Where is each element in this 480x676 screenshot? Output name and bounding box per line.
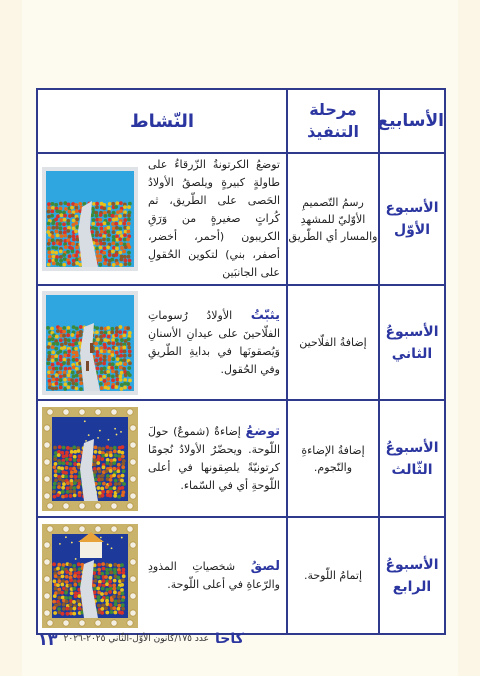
table-row — [37, 285, 445, 400]
activity-cell — [37, 400, 287, 517]
craft-photo-week1 — [42, 167, 138, 271]
activity-text: توضعُ إضاءةٌ (شموعٌ) حولَ اللّوحة. ويحضّرُ الأولادُ نُجومًا كرتونيّةً يلصِقونها في أعلى اللّوحةِ أي في السّماء. — [148, 423, 280, 492]
page-number: ١٣ — [38, 629, 58, 649]
activity-lead: توضعُ — [245, 423, 280, 439]
table-header-row — [37, 89, 445, 153]
stage-cell: إضافةُ الإضاءةِ والنّجوم. — [287, 400, 379, 517]
table-row — [37, 153, 445, 285]
stage-cell: إضافةُ الفلّاحين — [287, 285, 379, 400]
header-weeks: الأسابيع — [379, 89, 445, 153]
activity-text: لصقُ شخصياتِ المذودِ والرّعاةِ في أعلى اللّوحة. — [148, 558, 280, 591]
table-row — [37, 400, 445, 517]
header-stage: مرحلة التنفيذ — [287, 89, 379, 153]
activity-text: توضعُ الكرتونةُ الزّرقاءُ على طاولةٍ كبيرةٍ ويلصقُ الأولادُ الحَصى على الطّريق، ثم كُراتٍ صغيرةٍ من وَرَقِ الكريبون (أحمر، أخضر، أصفر، بني) لتكوين الحُقولِ على الجانبَين — [148, 158, 280, 279]
stage-cell: إتمامُ اللّوحة. — [287, 517, 379, 634]
activity-cell — [37, 285, 287, 400]
activity-cell — [37, 517, 287, 634]
header-activity: النّشاط — [37, 89, 287, 153]
activity-cell — [37, 153, 287, 285]
magazine-logo: كاحا — [214, 631, 244, 647]
week-cell: الأسبوعُ الثّالث — [379, 400, 445, 517]
page-footer — [38, 628, 446, 650]
craft-photo-week3 — [42, 407, 138, 511]
table-row — [37, 517, 445, 634]
stage-cell: رسمُ التّصميمِ الأوّليّ للمشهدِ والمسار أي الطّريق — [287, 153, 379, 285]
activity-text: يثبّتُ الأولادُ رُسوماتِ الفلّاحينَ على عيدانِ الأسنانِ وَيُصقونَها في بدايةِ الطّريقِ وفي الحُقول. — [148, 307, 280, 376]
activity-lead: يثبّتُ — [250, 307, 280, 323]
week-cell: الأسبوع الأوّل — [379, 153, 445, 285]
issue-info: عدد ١٧٥/كانون الأوّل-الثّاني ٢٠٢٥-٢٠٢٦ — [63, 634, 209, 644]
week-cell: الأسبوعُ الرابع — [379, 517, 445, 634]
craft-photo-week4 — [42, 524, 138, 628]
week-cell: الأسبوعُ الثاني — [379, 285, 445, 400]
craft-photo-week2 — [42, 291, 138, 395]
activity-lead: لصقُ — [250, 558, 280, 574]
activity-plan-table — [36, 88, 446, 635]
